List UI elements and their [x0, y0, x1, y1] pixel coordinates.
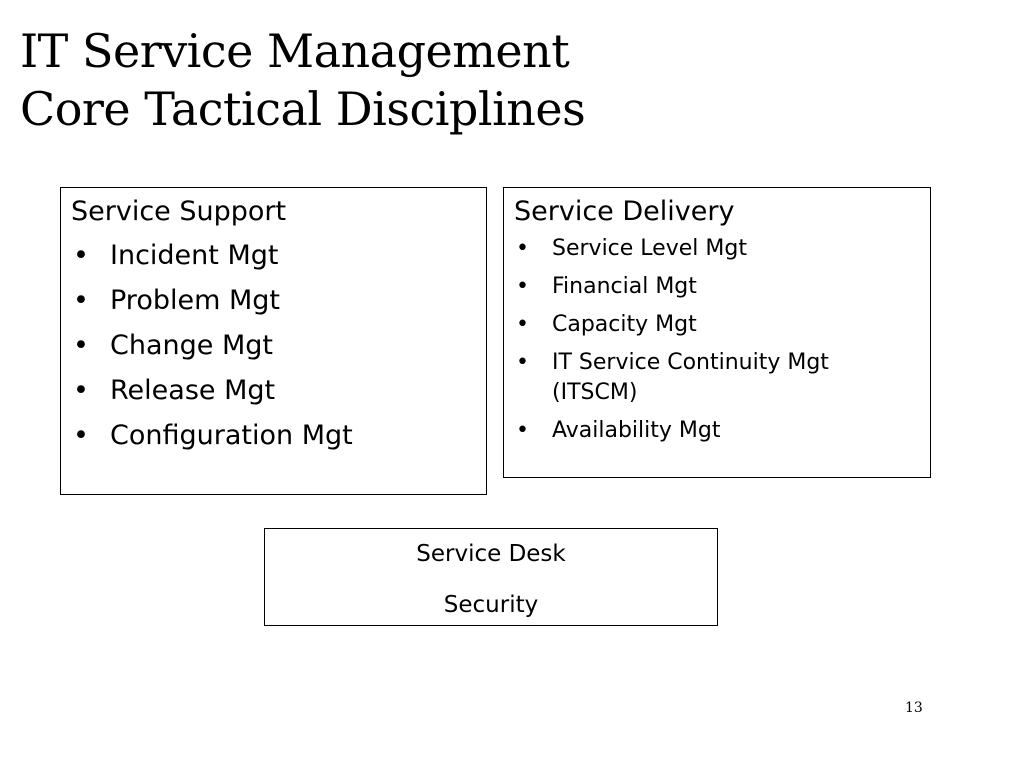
service-desk-label: Service Desk: [416, 541, 566, 567]
bullet-icon: •: [73, 285, 89, 316]
service-delivery-list: [514, 234, 920, 446]
service-support-heading: Service Support: [71, 196, 287, 227]
service-support-box: [60, 187, 487, 495]
list-item-label: Change Mgt: [110, 330, 273, 361]
list-item: [514, 416, 920, 446]
bullet-icon: •: [73, 330, 89, 361]
bullet-icon: •: [516, 350, 529, 375]
slide-title: [20, 22, 585, 138]
list-item-label: Financial Mgt: [552, 274, 697, 299]
bullet-icon: •: [73, 420, 89, 451]
bullet-icon: •: [73, 375, 89, 406]
bullet-icon: •: [516, 312, 529, 337]
page-number: 13: [905, 700, 923, 716]
bullet-icon: •: [73, 240, 89, 271]
list-item: [514, 234, 920, 264]
list-item-label: Incident Mgt: [110, 240, 279, 271]
list-item-label: Release Mgt: [110, 375, 276, 406]
list-item: [71, 283, 476, 319]
bullet-icon: •: [516, 274, 529, 299]
list-item-label: Configuration Mgt: [110, 420, 353, 451]
list-item-label: Capacity Mgt: [552, 312, 697, 337]
service-support-list: [71, 238, 476, 454]
service-delivery-box: [503, 187, 931, 478]
list-item-label: Service Level Mgt: [552, 236, 747, 261]
security-label: Security: [443, 592, 539, 618]
list-item-label: IT Service Continuity Mgt (ITSCM): [552, 350, 829, 405]
list-item: [71, 328, 476, 364]
list-item: [71, 238, 476, 274]
list-item-label: Problem Mgt: [110, 285, 280, 316]
list-item-label: Availability Mgt: [552, 418, 721, 443]
bullet-icon: •: [516, 236, 529, 261]
bullet-icon: •: [516, 418, 529, 443]
slide-title-line-1: IT Service Management: [20, 24, 570, 78]
list-item: [71, 418, 476, 454]
list-item: [514, 272, 920, 302]
service-desk-security-box: [264, 528, 718, 626]
list-item: [514, 348, 920, 408]
slide-title-line-2: Core Tactical Disciplines: [20, 82, 586, 136]
list-item: [71, 373, 476, 409]
service-delivery-heading: Service Delivery: [514, 196, 735, 227]
list-item: [514, 310, 920, 340]
